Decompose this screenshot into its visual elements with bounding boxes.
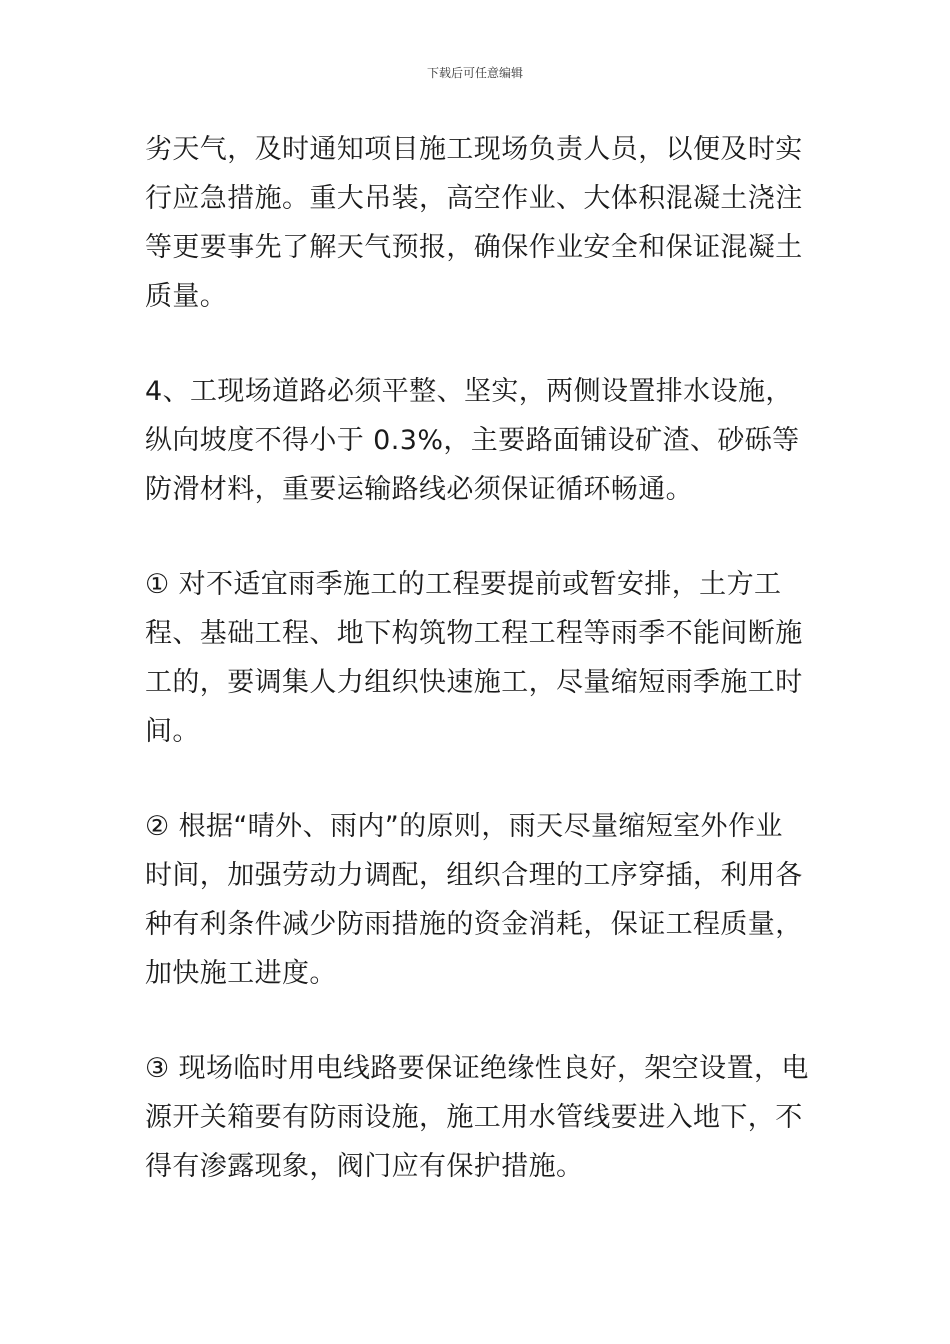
paragraph-item-3: ③ 现场临时用电线路要保证绝缘性良好，架空设置，电源开关箱要有防雨设施，施工用水管线要进入地下，不得有渗露现象，阀门应有保护措施。	[145, 1053, 809, 1182]
paragraph-weather: 劣天气，及时通知项目施工现场负责人员，以便及时实行应急措施。重大吊装，高空作业、大体积混凝土浇注等更要事先了解天气预报，确保作业安全和保证混凝土质量。	[145, 134, 803, 312]
page-header-note: 下载后可任意编辑	[426, 66, 523, 80]
paragraph-item-1: ① 对不适宜雨季施工的工程要提前或暂安排，土方工程、基础工程、地下构筑物工程工程等雨季不能间断施工的，要调集人力组织快速施工，尽量缩短雨季施工时间。	[145, 569, 803, 747]
paragraph-item-2: ② 根据“晴外、雨内”的原则，雨天尽量缩短室外作业时间，加强劳动力调配，组织合理的工序穿插，利用各种有利条件减少防雨措施的资金消耗，保证工程质量，加快施工进度。	[145, 811, 803, 989]
document-body	[145, 125, 810, 1237]
paragraph-site-roads: 4、工现场道路必须平整、坚实，两侧设置排水设施，纵向坡度不得小于 0.3%，主要路面铺设矿渣、砂砾等防滑材料，重要运输路线必须保证循环畅通。	[145, 376, 800, 505]
